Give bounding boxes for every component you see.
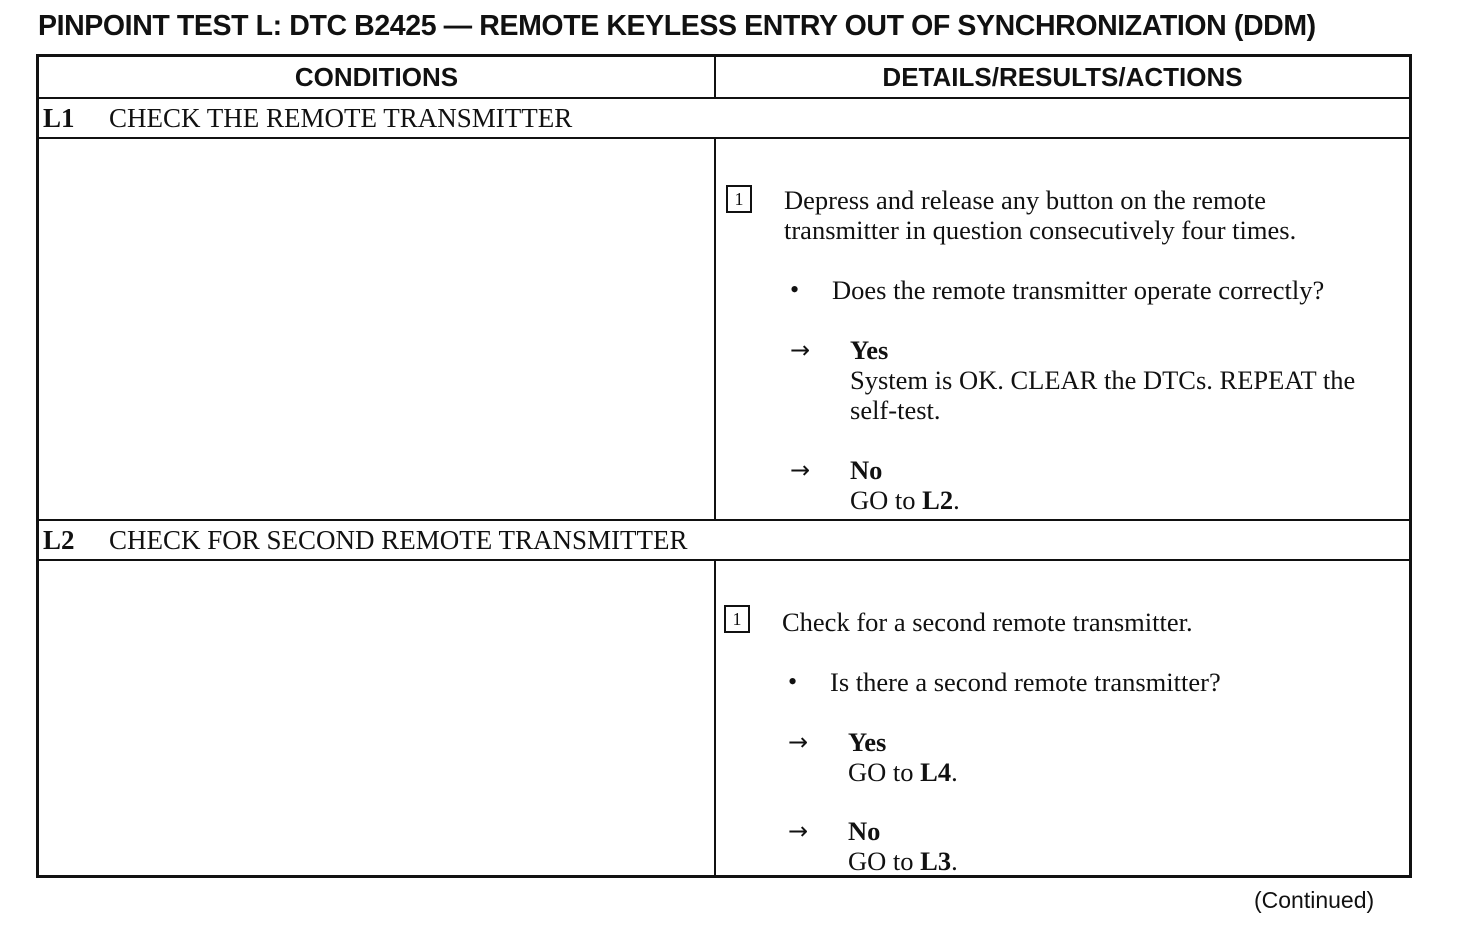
step-title-row-l1 <box>39 99 1409 139</box>
step-title: CHECK FOR SECOND REMOTE TRANSMITTER <box>109 525 688 555</box>
question-text: Is there a second remote transmitter? <box>830 667 1221 697</box>
page-title: PINPOINT TEST L: DTC B2425 — REMOTE KEYLESS ENTRY OUT OF SYNCHRONIZATION (DDM) <box>38 10 1316 42</box>
answer-label: Yes <box>848 727 887 757</box>
answer-yes <box>850 335 1390 425</box>
answer-no <box>848 816 1388 876</box>
body-column-divider <box>714 139 716 519</box>
action-text: GO to <box>850 485 923 515</box>
continued-note: (Continued) <box>1254 887 1375 913</box>
action-text: GO to <box>848 846 921 876</box>
conditions-header: CONDITIONS <box>294 62 459 92</box>
answer-label: No <box>848 816 881 846</box>
step-reference: L3 <box>920 846 952 876</box>
step-title: CHECK THE REMOTE TRANSMITTER <box>109 103 573 133</box>
instruction-text: Depress and release any button on the remote transmitter in question consecutively four times. <box>784 185 1297 245</box>
arrow-right-icon: → <box>788 817 809 845</box>
substep-number-box: 1 <box>726 185 752 213</box>
answer-action <box>848 757 1388 787</box>
instruction-text: Check for a second remote transmitter. <box>782 607 1193 637</box>
arrow-right-icon: → <box>788 728 809 756</box>
action-suffix: . <box>951 846 958 876</box>
arrow-right-icon: → <box>790 456 811 484</box>
answer-yes <box>848 727 1388 787</box>
bullet-icon: • <box>788 667 798 696</box>
answer-no <box>850 455 1390 515</box>
answer-label: No <box>850 455 883 485</box>
answer-action: System is OK. CLEAR the DTCs. REPEAT the self-test. <box>850 365 1356 425</box>
body-column-divider <box>714 561 716 875</box>
step-reference: L4 <box>920 757 952 787</box>
arrow-right-icon: → <box>790 336 811 364</box>
bullet-icon: • <box>790 275 800 304</box>
substep-number-box: 1 <box>724 605 750 633</box>
step-reference: L2 <box>922 485 954 515</box>
details-header: DETAILS/RESULTS/ACTIONS <box>882 62 1243 92</box>
question-text: Does the remote transmitter operate correctly? <box>832 275 1325 305</box>
action-suffix: . <box>951 757 958 787</box>
table-header-row <box>39 57 1409 99</box>
step-title-row-l2 <box>39 521 1409 561</box>
answer-action <box>848 846 1388 876</box>
action-suffix: . <box>953 485 960 515</box>
action-text: GO to <box>848 757 921 787</box>
answer-action <box>850 485 1390 515</box>
answer-label: Yes <box>850 335 889 365</box>
step-id: L1 <box>43 103 75 133</box>
pinpoint-test-table <box>36 54 1412 878</box>
step-id: L2 <box>43 525 75 555</box>
